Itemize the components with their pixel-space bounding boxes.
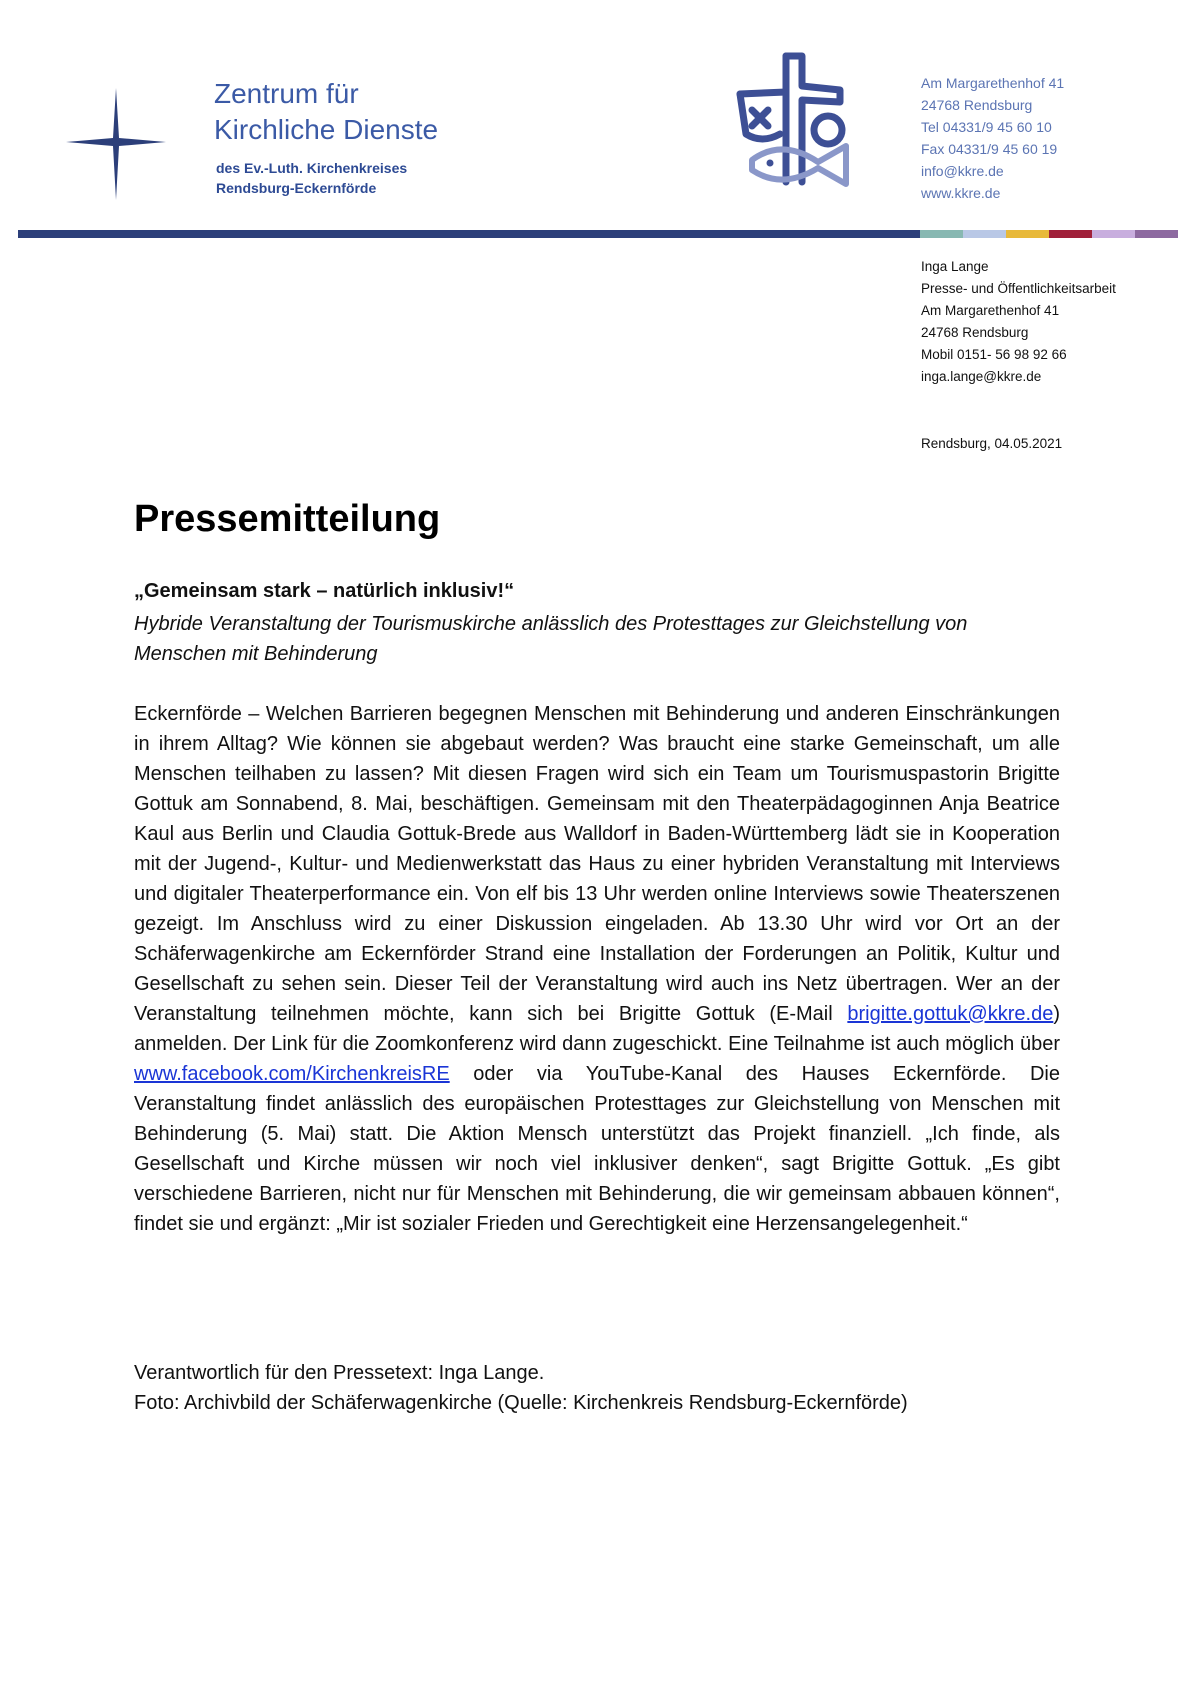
contact-website-link[interactable]: www.kkre.de <box>921 185 1001 201</box>
photo-credit-line: Foto: Archivbild der Schäferwagenkirche (Quelle: Kirchenkreis Rendsburg-Eckernförde) <box>134 1392 908 1414</box>
sender-name: Inga Lange <box>921 259 989 274</box>
sender-email-link[interactable]: inga.lange@kkre.de <box>921 369 1042 384</box>
band-segment-yellow <box>1006 230 1049 238</box>
header-color-band <box>18 230 1178 238</box>
org-name-line2: Kirchliche Dienste <box>214 114 439 145</box>
org-contact-block <box>921 72 1064 204</box>
press-body <box>134 699 1060 1239</box>
org-sub-line1: des Ev.-Luth. Kirchenkreises <box>216 160 408 176</box>
church-fish-emblem-icon <box>732 50 862 200</box>
org-sub-line2: Rendsburg-Eckernförde <box>216 180 377 196</box>
band-segment-lightblue <box>963 230 1006 238</box>
band-segment-red <box>1049 230 1092 238</box>
band-segment-purple <box>1135 230 1178 238</box>
email-link[interactable]: brigitte.gottuk@kkre.de <box>847 1003 1054 1025</box>
contact-city: 24768 Rendsburg <box>921 97 1033 113</box>
facebook-link[interactable]: www.facebook.com/KirchenkreisRE <box>134 1063 450 1085</box>
document-date: Rendsburg, 04.05.2021 <box>921 436 1063 451</box>
contact-email-link[interactable]: info@kkre.de <box>921 163 1004 179</box>
org-subtitle <box>216 158 407 198</box>
band-main-segment <box>18 230 920 238</box>
sender-role: Presse- und Öffentlichkeitsarbeit <box>921 281 1116 296</box>
press-subheadline: Hybride Veranstaltung der Tourismuskirche anlässlich des Protesttages zur Gleichstellung von Menschen mit Behinderung <box>134 613 968 665</box>
responsible-line: Verantwortlich für den Pressetext: Inga Lange. <box>134 1362 545 1384</box>
cross-logo-icon <box>64 86 168 202</box>
sender-city: 24768 Rendsburg <box>921 325 1029 340</box>
body-part-2: ) anmelden. Der Link für die Zoomkonferenz wird dann zugeschickt. Eine Teilnahme ist auch möglich über <box>134 1003 1060 1055</box>
page-title: Pressemitteilung <box>134 498 441 540</box>
org-name-line1: Zentrum für <box>214 78 359 109</box>
contact-address: Am Margarethenhof 41 <box>921 75 1065 91</box>
body-part-3: oder via YouTube-Kanal des Hauses Eckernförde. Die Veranstaltung findet anlässlich des europäischen Protesttages zur Gleichstellung von Menschen mit Behinderung (5. Mai) statt. Die Aktion Mensch unterstützt das Projekt finanziell. „Ich finde, als Gesellschaft und Kirche müssen wir noch viel inklusiver denken“, sagt Brigitte Gottuk. „Es gibt verschiedene Barrieren, nicht nur für Menschen mit Behinderung, die wir gemeinsam abbauen können“, findet sie und ergänzt: „Mir ist sozialer Frieden und Gerechtigkeit eine Herzensangelegenheit.“ <box>134 1063 1060 1235</box>
sender-address: Am Margarethenhof 41 <box>921 303 1060 318</box>
band-segment-teal <box>920 230 963 238</box>
press-headline: „Gemeinsam stark – natürlich inklusiv!“ <box>134 580 515 602</box>
footer-credits <box>134 1358 908 1418</box>
sender-mobile: Mobil 0151- 56 98 92 66 <box>921 347 1067 362</box>
org-name <box>214 76 438 148</box>
body-part-1: Eckernförde – Welchen Barrieren begegnen Menschen mit Behinderung und anderen Einschränkungen in ihrem Alltag? Wie können sie abgebaut werden? Was braucht eine starke Gemeinschaft, um alle Menschen teilhaben zu lassen? Mit diesen Fragen wird sich ein Team um Tourismuspastorin Brigitte Gottuk am Sonnabend, 8. Mai, beschäftigen. Gemeinsam mit den Theaterpädagoginnen Anja Beatrice Kaul aus Berlin und Claudia Gottuk-Brede aus Walldorf in Baden-Württemberg lädt sie in Kooperation mit der Jugend-, Kultur- und Medienwerkstatt das Haus zu einer hybriden Veranstaltung mit Interviews und digitaler Theaterperformance ein. Von elf bis 13 Uhr werden online Interviews sowie Theaterszenen gezeigt. Im Anschluss wird zu einer Diskussion eingeladen. Ab 13.30 Uhr wird vor Ort an der Schäferwagenkirche am Eckernförder Strand eine Installation der Forderungen an Politik, Kultur und Gesellschaft zu sehen sein. Dieser Teil der Veranstaltung wird auch ins Netz übertragen. Wer an der Veranstaltung teilnehmen möchte, kann sich bei Brigitte Gottuk (E-Mail <box>134 703 1060 1025</box>
sender-block <box>921 256 1116 388</box>
contact-fax: Fax 04331/9 45 60 19 <box>921 141 1058 157</box>
band-segment-lilac <box>1092 230 1135 238</box>
contact-phone: Tel 04331/9 45 60 10 <box>921 119 1052 135</box>
